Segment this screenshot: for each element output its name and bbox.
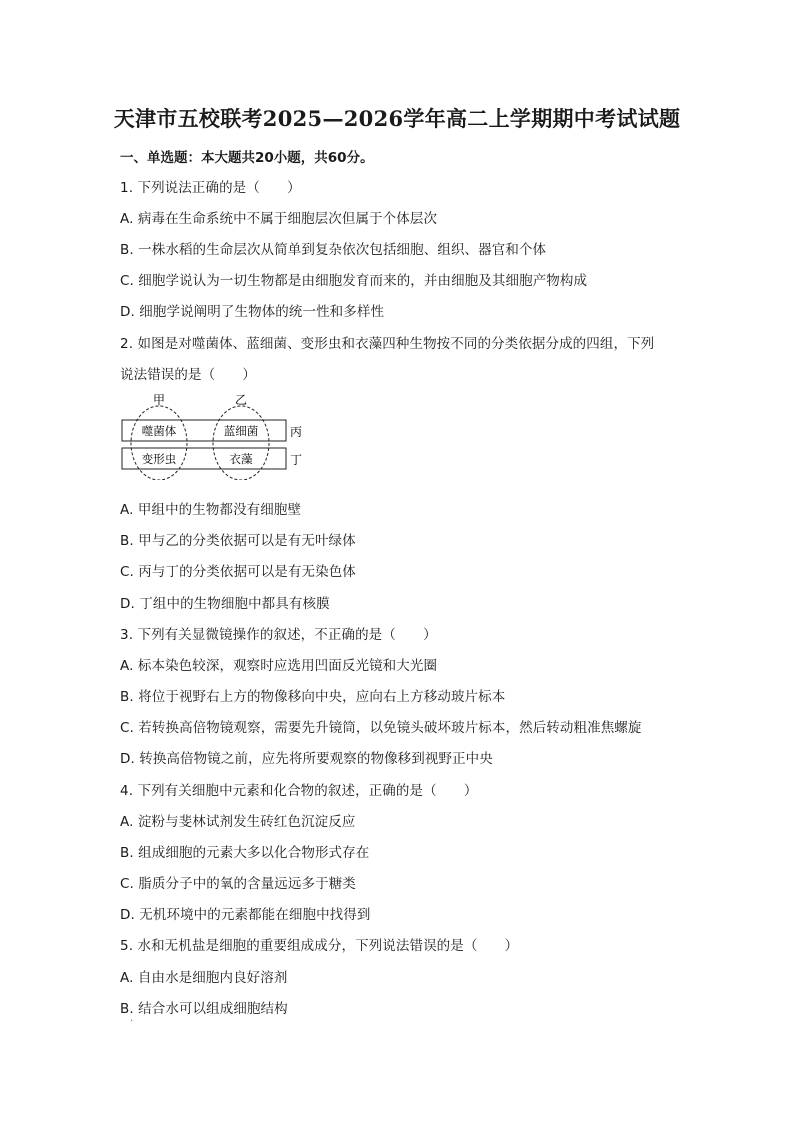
- question-2-option-a: A. 甲组中的生物都没有细胞壁: [120, 502, 302, 518]
- cell-amoeba: 变形虫: [141, 452, 177, 466]
- section-heading: 一、单选题：本大题共20小题，共60分。: [120, 150, 374, 166]
- footer-dot: ·: [130, 1016, 134, 1027]
- question-2-stem: 2. 如图是对噬菌体、蓝细菌、变形虫和衣藻四种生物按不同的分类依据分成的四组，下列: [120, 336, 655, 352]
- question-2-option-d: D. 丁组中的生物细胞中都具有核膜: [120, 596, 330, 612]
- question-3-option-a: A. 标本染色较深，观察时应选用凹面反光镜和大光圈: [120, 658, 438, 674]
- question-1-option-b: B. 一株水稻的生命层次从简单到复杂依次包括细胞、组织、器官和个体: [120, 242, 547, 258]
- cell-bacteriophage: 噬菌体: [141, 424, 177, 438]
- question-4-option-b: B. 组成细胞的元素大多以化合物形式存在: [120, 845, 370, 861]
- question-1-option-a: A. 病毒在生命系统中不属于细胞层次但属于个体层次: [120, 211, 438, 227]
- question-3-option-b: B. 将位于视野右上方的物像移向中央，应向右上方移动玻片标本: [120, 689, 506, 705]
- question-4-option-d: D. 无机环境中的元素都能在细胞中找得到: [120, 907, 371, 923]
- question-5-stem: 5. 水和无机盐是细胞的重要组成成分，下列说法错误的是（ ）: [120, 938, 519, 954]
- question-1-option-d: D. 细胞学说阐明了生物体的统一性和多样性: [120, 304, 385, 320]
- question-2-option-b: B. 甲与乙的分类依据可以是有无叶绿体: [120, 533, 356, 549]
- question-4-option-a: A. 淀粉与斐林试剂发生砖红色沉淀反应: [120, 814, 356, 830]
- label-ding: 丁: [290, 453, 303, 467]
- label-jia: 甲: [152, 393, 166, 407]
- question-3-option-c: C. 若转换高倍物镜观察，需要先升镜筒，以免镜头破坏玻片标本，然后转动粗准焦螺旋: [120, 720, 642, 736]
- classification-diagram: [118, 390, 318, 480]
- question-5-option-a: A. 自由水是细胞内良好溶剂: [120, 970, 288, 986]
- question-4-option-c: C. 脂质分子中的氧的含量远远多于糖类: [120, 876, 356, 892]
- question-4-stem: 4. 下列有关细胞中元素和化合物的叙述，正确的是（ ）: [120, 783, 478, 799]
- question-5-option-b: B. 结合水可以组成细胞结构: [120, 1001, 288, 1017]
- page-title: 天津市五校联考2025—2026学年高二上学期期中考试试题: [113, 106, 681, 131]
- label-bing: 丙: [290, 425, 303, 439]
- question-2-option-c: C. 丙与丁的分类依据可以是有无染色体: [120, 564, 356, 580]
- cell-cyanobacteria: 蓝细菌: [223, 424, 259, 438]
- label-yi: 乙: [234, 393, 248, 407]
- question-1-stem: 1. 下列说法正确的是（ ）: [120, 180, 301, 196]
- question-3-option-d: D. 转换高倍物镜之前，应先将所要观察的物像移到视野正中央: [120, 751, 493, 767]
- question-1-option-c: C. 细胞学说认为一切生物都是由细胞发育而来的，并由细胞及其细胞产物构成: [120, 273, 588, 289]
- cell-chlamydomonas: 衣藻: [229, 452, 253, 466]
- question-3-stem: 3. 下列有关显微镜操作的叙述，不正确的是（ ）: [120, 627, 437, 643]
- question-2-stem-continued: 说法错误的是（ ）: [120, 367, 256, 383]
